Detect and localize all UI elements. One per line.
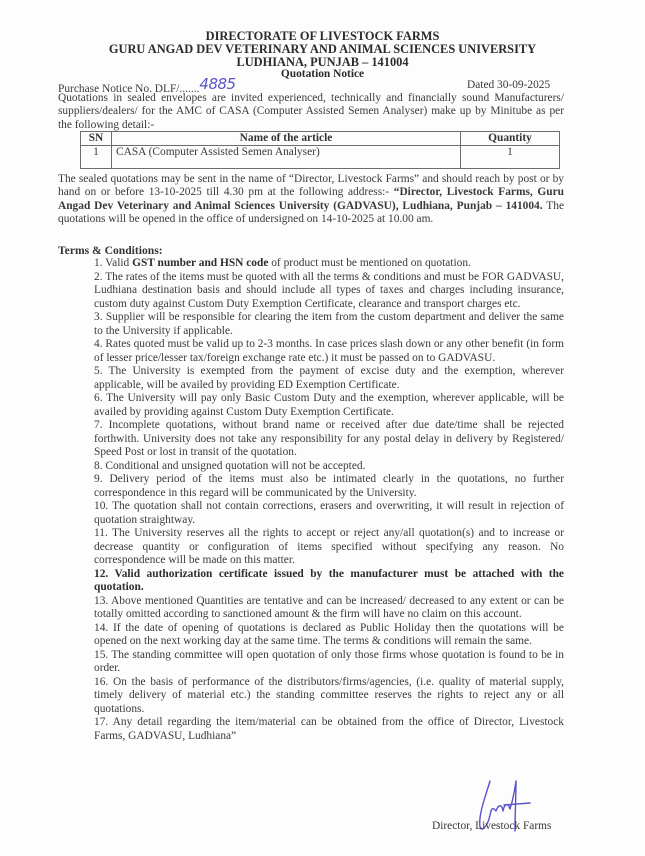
terms-item-text: 5. The University is exempted from the payment of excise duty and the exemption, wherever applicable, will be availed by providing ED Exemption Certificate. [94, 365, 564, 391]
terms-item [94, 595, 564, 622]
terms-item-text: 13. Above mentioned Quantities are tentative and can be increased/ decreased to any extent or can be totally omitted according to sanctioned amount & the firm will have no claim on this account. [94, 594, 564, 620]
terms-item-text: 16. On the basis of performance of the distributors/firms/agencies, (i.e. quality of material supply, timely delivery of material etc.) the standing committee reserves the rights to reject any or all quotations. [94, 675, 564, 715]
handwritten-notice-number: 4885 [199, 75, 236, 93]
terms-item-text: 9. Delivery period of the items must also be intimated clearly in the quotations, no further correspondence in this regard will be communicated by the University. [94, 473, 564, 499]
address-heading: LUDHIANA, PUNJAB – 141004 [236, 55, 409, 69]
terms-item-text: 6. The University will pay only Basic Custom Duty and the exemption, wherever applicable, will be availed by providing against Custom Duty Exemption Certificate. [94, 392, 564, 418]
terms-item [94, 500, 564, 527]
terms-item-text: 17. Any detail regarding the item/material can be obtained from the office of Director, Livestock Farms, GADVASU, Ludhiana” [94, 716, 564, 742]
notice-date: Dated 30-09-2025 [467, 79, 551, 91]
terms-item-text: 8. Conditional and unsigned quotation will not be accepted. [94, 459, 366, 472]
terms-item-text-tail: of product must be mentioned on quotation. [268, 257, 471, 269]
terms-item [94, 419, 564, 460]
terms-item-text: 10. The quotation shall not contain corrections, erasers and overwriting, it will result in rejection of quotation straightway. [94, 500, 564, 526]
terms-item [94, 257, 564, 271]
document-title: Quotation Notice [280, 68, 365, 80]
terms-item-text: 15. The standing committee will open quotation of only those firms whose quotation is found to be in order. [94, 648, 564, 674]
header-article-name: Name of the article [112, 132, 461, 146]
terms-item [94, 338, 564, 365]
signatory-title: Director, Livestock Farms [432, 820, 552, 832]
terms-item [94, 365, 564, 392]
terms-item [94, 622, 564, 649]
terms-item [94, 716, 564, 743]
terms-item-bold-text: 12. Valid authorization certificate issued by the manufacturer must be attached with the quotation. [94, 567, 564, 593]
directorate-heading: DIRECTORATE OF LIVESTOCK FARMS [205, 29, 440, 43]
table-header-row [81, 132, 560, 146]
cell-quantity: 1 [461, 145, 560, 168]
university-heading: GURU ANGAD DEV VETERINARY AND ANIMAL SCIENCES UNIVERSITY [108, 42, 537, 56]
terms-item [94, 676, 564, 717]
header-quantity: Quantity [461, 132, 560, 146]
article-table [80, 131, 560, 169]
submission-text-1: The sealed quotations may be sent in the name of “Director, Livestock Farms” and should reach by post or by hand on or before 13-10-2025 till 4.30 pm at the following address:- [58, 173, 564, 199]
header-sn: SN [81, 132, 112, 146]
terms-item-text: 14. If the date of opening of quotations is declared as Public Holiday then the quotations will be opened on the next working day at the same time. The terms & conditions will remain the same. [94, 621, 564, 647]
terms-list [94, 257, 564, 743]
terms-item-text: 1. Valid [94, 257, 133, 269]
terms-item-text: 11. The University reserves all the rights to accept or reject any/all quotation(s) and to increase or decrease quantity or configuration of items specified without specifying any reason. No correspondence will be made on this matter. [94, 527, 564, 566]
terms-item-text: 7. Incomplete quotations, without brand name or received after due date/time shall be rejected forthwith. University does not take any responsibility for any postal delay in delivery by Registered/ Speed Post or lost in transit of the quotation. [94, 419, 564, 458]
terms-item [94, 311, 564, 338]
terms-item-text: 3. Supplier will be responsible for clearing the item from the custom department and deliver the same to the University if applicable. [94, 311, 564, 337]
terms-item [94, 649, 564, 676]
terms-heading: Terms & Conditions: [58, 244, 163, 257]
submission-paragraph [58, 173, 564, 227]
intro-paragraph: Quotations in sealed envelopes are invited experienced, technically and financially sound Manufacturers/ suppliers/dealers/ for the AMC of CASA (Computer Assisted Semen Analyser) make up by Minitube as per the following detail:- [58, 92, 564, 131]
submission-text-2: The quotations will be opened in the office of undersigned on 14-10-2025 at 10.00 am. [58, 199, 564, 226]
submission-address: “Director, Livestock Farms, Guru Angad Dev Veterinary and Animal Sciences University (GADVASU), Ludhiana, Punjab – 141004. [58, 186, 564, 212]
terms-item [94, 271, 564, 312]
table-row [81, 145, 560, 168]
terms-item [94, 568, 564, 595]
terms-item [94, 460, 564, 474]
terms-item [94, 473, 564, 500]
cell-article-name: CASA (Computer Assisted Semen Analyser) [112, 145, 461, 168]
terms-item [94, 527, 564, 568]
terms-item-text: 4. Rates quoted must be valid up to 2-3 months. In case prices slash down or any other benefit (in form of lesser price/lesser tax/foreign exchange rate etc.) it must be passed on to GADVASU. [94, 338, 564, 364]
terms-item [94, 392, 564, 419]
purchase-notice-label: Purchase Notice No. DLF/....... [58, 83, 200, 95]
terms-item-bold-text: GST number and HSN code [132, 257, 269, 269]
cell-sn: 1 [81, 145, 112, 168]
terms-item-text: 2. The rates of the items must be quoted with all the terms & conditions and must be FOR GADVASU, Ludhiana destination basis and should include all types of taxes and charges including insurance, custom duty against Custom Duty Exemption Certificate, clearance and transport charges etc. [94, 270, 564, 310]
